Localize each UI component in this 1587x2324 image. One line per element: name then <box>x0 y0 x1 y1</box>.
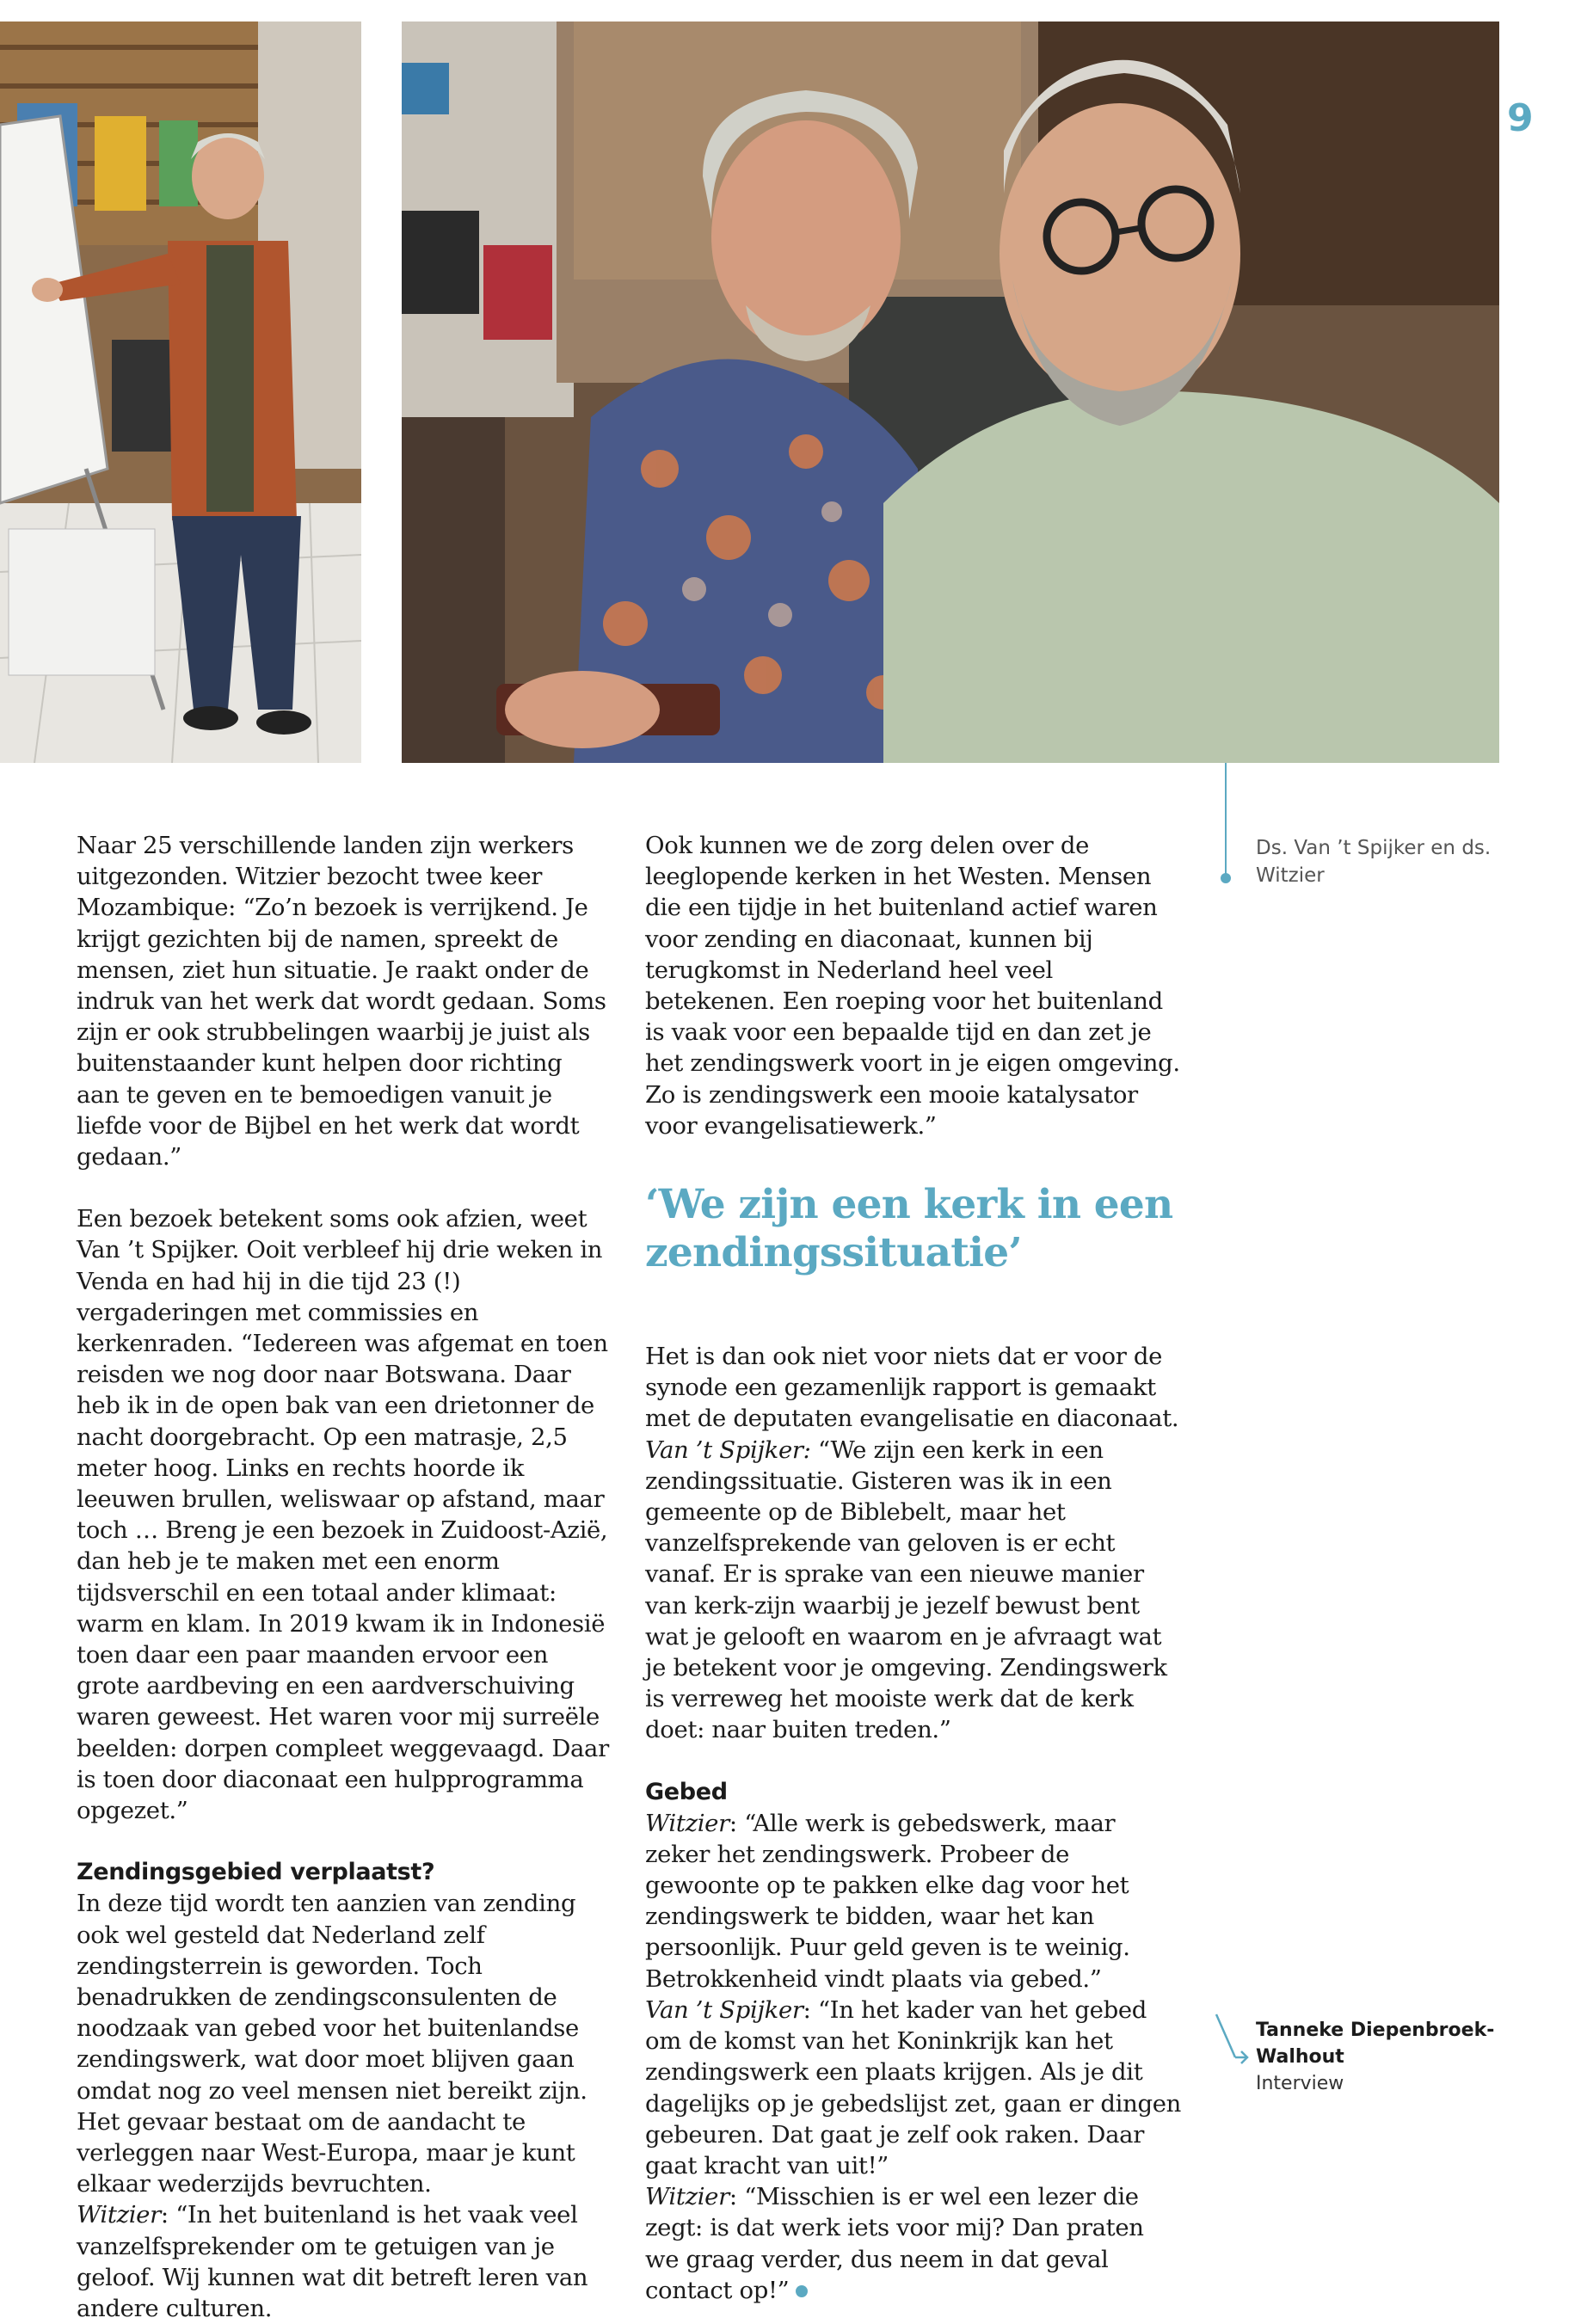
speaker-name: Van ’t Spijker: <box>645 1436 811 1464</box>
subheading: Zendingsgebied verplaatst? <box>77 1859 435 1886</box>
photo-speaker-flipchart <box>0 22 361 763</box>
subheading: Gebed <box>645 1778 728 1805</box>
speaker-name: Witzier <box>645 1809 729 1837</box>
paragraph: Naar 25 verschillende landen zijn werkers uitgezonden. Witzier bezocht twee keer Mozambique: “Zo’n bezoek is verrijkend. Je krijgt gezichten bij de namen, spreekt de mensen, ziet hun situatie. Je raakt onder de indruk van het werk dat wordt gedaan. Soms zijn er ook strubbelingen waarbij je juist als buitenstaander kunt helpen door richting aan te geven en te bemoedigen vanuit je liefde voor de Bijbel en het werk dat wordt gedaan.” <box>77 832 606 1171</box>
paragraph <box>645 1808 1183 1995</box>
paragraph: Het is dan ook niet voor niets dat er voor de synode een gezamenlijk rapport is gemaakt met de deputaten evangelisatie en diaconaat. <box>645 1343 1179 1433</box>
author-name-line1: Tanneke Diepenbroek- <box>1256 2020 1495 2041</box>
article-column-middle <box>645 830 1183 2306</box>
end-mark-dot <box>796 2285 808 2297</box>
speaker-name: Van ’t Spijker <box>645 1995 803 2024</box>
quote-text: : “In het kader van het gebed om de komst van het Koninkrijk kan het zendingswerk een plaats krijgen. Als je dit dagelijks op je gebedslijst zet, gaan er dingen gebeuren. Dat gaat je zelf ook raken. Daar gaat kracht van uit!” <box>645 1995 1182 2180</box>
quote-text: “We zijn een kerk in een zendingssituatie. Gisteren was ik in een gemeente op de Biblebelt, maar het vanzelfsprekende van geloven is er echt vanaf. Er is sprake van een nieuwe manier van kerk-zijn waarbij je jezelf bewust bent wat je gelooft en waarom en je afvraagt wat je betekent voor je omgeving. Zendingswerk is verreweg het mooiste werk dat de kerk doet: naar buiten treden.” <box>645 1436 1167 1744</box>
page-number: 9 <box>1507 96 1534 140</box>
author-role: Interview <box>1256 2073 1344 2094</box>
photo-caption: Ds. Van ’t Spijker en ds. Witzier <box>1256 837 1492 887</box>
author-name-line2: Walhout <box>1256 2046 1344 2068</box>
paragraph: Ook kunnen we de zorg delen over de leeglopende kerken in het Westen. Mensen die een tijdje in het buitenland actief waren voor zending en diaconaat, kunnen bij terugkomst in Nederland heel veel betekenen. Een roeping voor het buitenland is vaak voor een bepaalde tijd en dan zet je het zendingswerk voort in je eigen omgeving. Zo is zendingswerk een mooie katalysator voor evangelisatiewerk.” <box>645 832 1180 1140</box>
quote-text: : “Misschien is er wel een lezer die zegt: is dat werk iets voor mij? Dan praten we graag verder, dus neem in dat geval contact op!” <box>645 2183 1144 2304</box>
credit-arrow-icon <box>1213 2013 1249 2066</box>
paragraph: Een bezoek betekent soms ook afzien, weet Van ’t Spijker. Ooit verbleef hij drie weken in Venda en had hij in die tijd 23 (!) vergaderingen met commissies en kerkenraden. “Iedereen was afgemat en toen reisden we nog door naar Botswana. Daar heb ik in de open bak van een drietonner de nacht doorgebracht. Op een matrasje, 2,5 meter hoog. Links en rechts hoorde ik leeuwen brullen, weliswaar op afstand, maar toch … Breng je een bezoek in Zuidoost-Azië, dan heb je te maken met een enorm tijdsverschil en een totaal ander klimaat: warm en klam. In 2019 kwam ik in Indonesië toen daar een paar maanden ervoor een grote aardbeving en een aardverschuiving waren geweest. Het waren voor mij surreële beelden: dorpen compleet weggevaagd. Daar is toen door diaconaat een hulpprogramma opgezet.” <box>77 1205 609 1825</box>
article-column-left <box>77 830 610 2324</box>
caption-connector-dot <box>1221 873 1231 883</box>
paragraph <box>645 1995 1183 2181</box>
speaker-name: Witzier <box>77 2201 161 2229</box>
caption-connector-line <box>1225 763 1227 875</box>
paragraph: In deze tijd wordt ten aanzien van zending ook wel gesteld dat Nederland zelf zendingsterrein is geworden. Toch benadrukken de zendingsconsulenten de noodzaak van gebed voor het buitenlandse zendingswerk, wat door moet blijven gaan omdat nog zo veel mensen niet bereikt zijn. Het gevaar bestaat om de aandacht te verleggen naar West-Europa, maar je kunt elkaar wederzijds bevruchten. <box>77 1890 587 2198</box>
pull-quote: ‘We zijn een kerk in een zendingssituatie’ <box>645 1181 1173 1277</box>
speaker-name: Witzier <box>645 2183 729 2211</box>
paragraph <box>645 2181 1183 2306</box>
quote-text: : “Alle werk is gebedswerk, maar zeker het zendingswerk. Probeer de gewoonte op te pakken elke dag voor het zendingswerk te bidden, waar het kan persoonlijk. Puur geld geven is te weinig. Betrokkenheid vindt plaats via gebed.” <box>645 1809 1130 1993</box>
author-credit <box>1256 2017 1514 2097</box>
paragraph <box>645 1435 1183 1746</box>
photo-two-pastors-selfie <box>402 22 1499 763</box>
quote-text: : “In het buitenland is het vaak veel vanzelfsprekender om te getuigen van je geloof. Wij kunnen wat dit betreft leren van andere culturen. <box>77 2201 588 2322</box>
paragraph <box>77 2199 610 2324</box>
